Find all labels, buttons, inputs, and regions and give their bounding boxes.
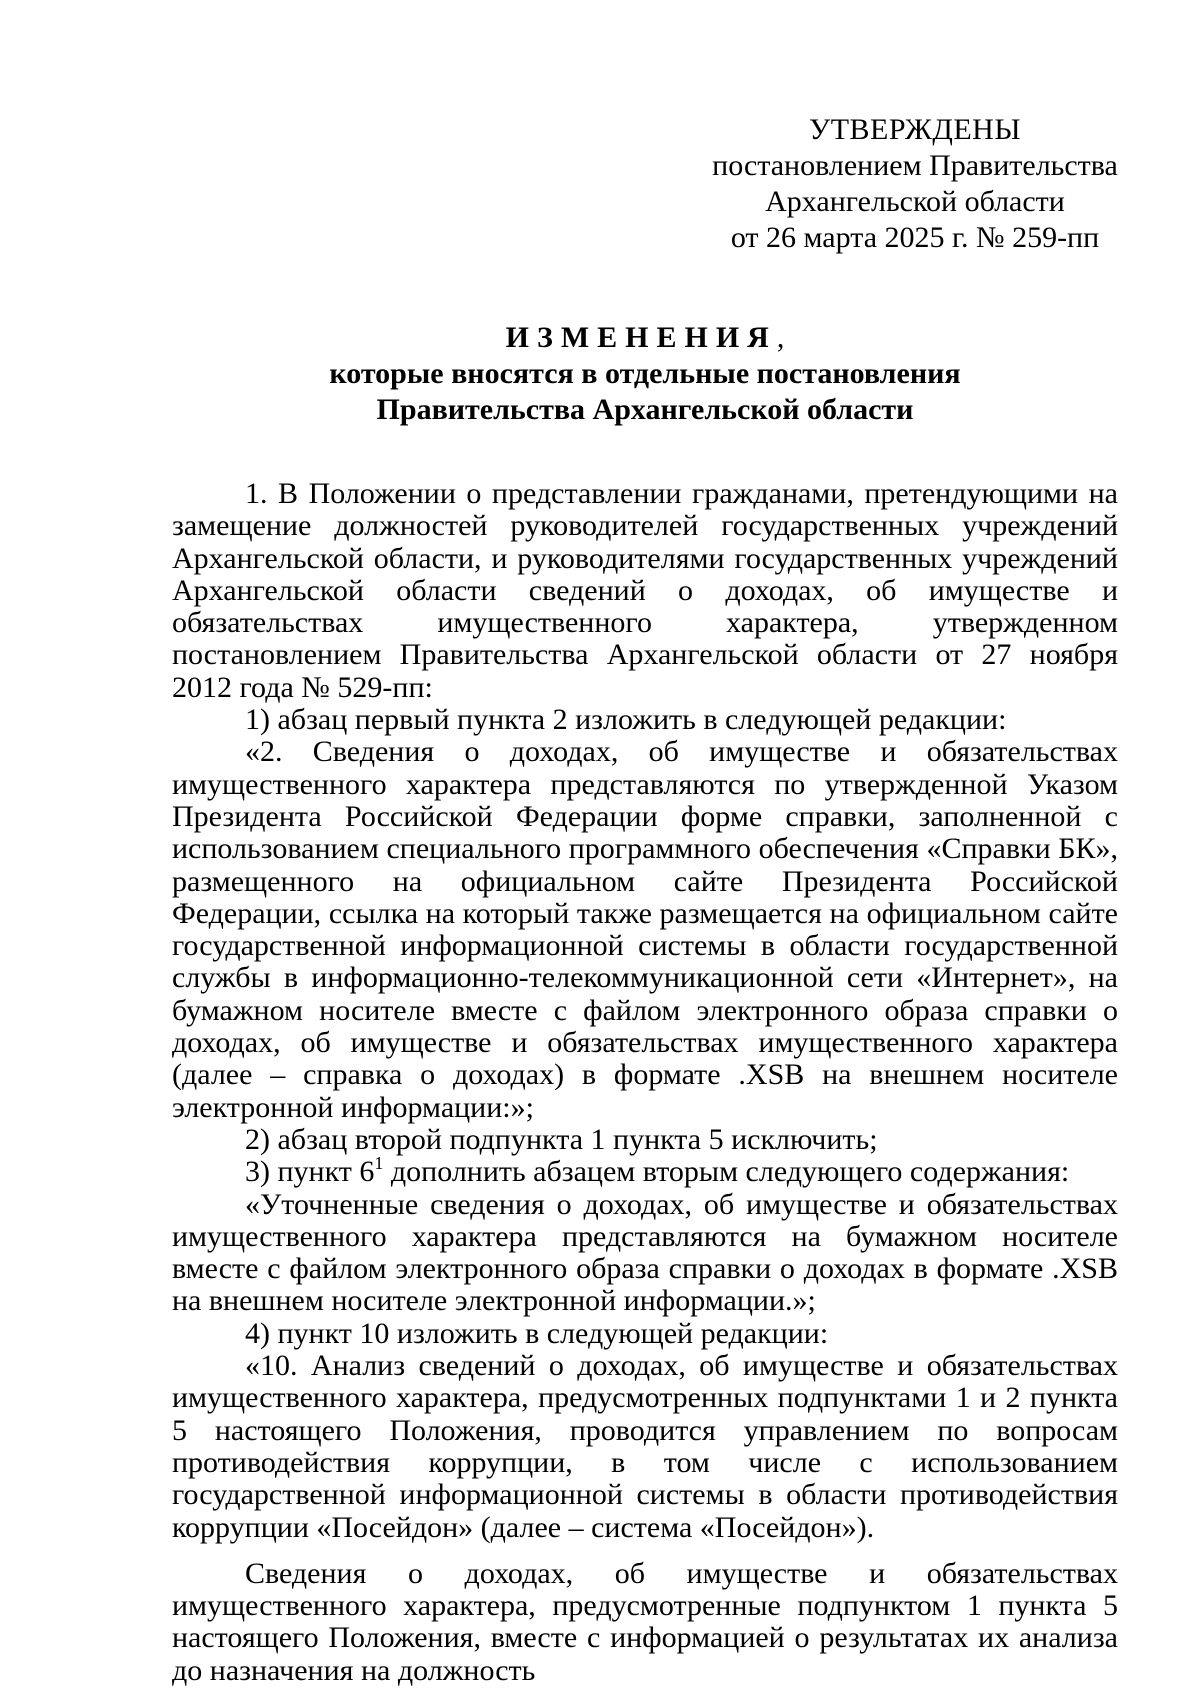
title-main-word: ИЗМЕНЕНИЯ: [505, 321, 777, 354]
approval-line-1: постановлением Правительства: [712, 149, 1118, 182]
superscript-one: 1: [374, 1153, 384, 1174]
paragraph-5-start: 3) пункт 6: [245, 1155, 375, 1189]
approval-heading: УТВЕРЖДЕНЫ: [808, 113, 1022, 146]
paragraph-8: «10. Анализ сведений о доходах, об имуществе и обязательствах имущественного характера, предусмотренных подпунктами 1 и 2 пункта 5 настоящего Положения, проводится управлением по вопросам противодействия коррупции, в том числе с использованием государственной информационной системы в области противодействия коррупции «Посейдон» (далее – система «Посейдон»).: [172, 1349, 1118, 1544]
approval-line-3: от 26 марта 2025 г. № 259-пп: [730, 221, 1100, 254]
approval-line-2: Архангельской области: [765, 185, 1065, 218]
paragraph-3: «2. Сведения о доходах, об имуществе и обязательствах имущественного характера представляются по утвержденной Указом Президента Российской Федерации форме справки, заполненной с использованием специального программного обеспечения «Справки БК», размещенного на официальном сайте Президента Российской Федерации, ссылка на который также размещается на официальном сайте государственной информационной системы в области государственной службы в информационно-телекоммуникационной сети «Интернет», на бумажном носителе вместе с файлом электронного образа справки о доходах, об имуществе и обязательствах имущественного характера (далее – справка о доходах) в формате .XSB на внешнем носителе электронной информации:»;: [172, 735, 1118, 1124]
title-main-line: [170, 320, 1120, 356]
document-body: [172, 478, 1118, 1687]
paragraph-4: 2) абзац второй подпункта 1 пункта 5 исключить;: [245, 1122, 878, 1156]
paragraph-6: «Уточненные сведения о доходах, об имуществе и обязательствах имущественного характера представляются на бумажном носителе вместе с файлом электронного образа справки о доходах в формате .XSB на внешнем носителе электронной информации.»;: [172, 1187, 1118, 1318]
paragraph-9: Сведения о доходах, об имуществе и обязательствах имущественного характера, предусмотренные подпунктом 1 пункта 5 настоящего Положения, вместе с информацией о результатах их анализа до назначения на должность: [172, 1556, 1118, 1687]
title-comma: ,: [776, 321, 785, 354]
paragraph-1: 1. В Положении о представлении гражданами, претендующими на замещение должностей руководителей государственных учреждений Архангельской области, и руководителями государственных учреждений Архангельской области сведений о доходах, об имуществе и обязательствах имущественного характера, утвержденном постановлением Правительства Архангельской области от 27 ноября 2012 года № 529-пп:: [172, 477, 1118, 704]
title-line-3: Правительства Архангельской области: [376, 393, 914, 426]
paragraph-5: [172, 1153, 1118, 1189]
paragraph-7: 4) пункт 10 изложить в следующей редакции:: [245, 1316, 829, 1350]
paragraph-2: 1) абзац первый пункта 2 изложить в следующей редакции:: [245, 703, 1007, 737]
title-line-2: которые вносятся в отдельные постановления: [329, 357, 961, 390]
paragraph-5-end: дополнить абзацем вторым следующего содержания:: [383, 1155, 1070, 1189]
approval-stamp-block: [700, 112, 1130, 256]
document-title: [170, 320, 1120, 428]
